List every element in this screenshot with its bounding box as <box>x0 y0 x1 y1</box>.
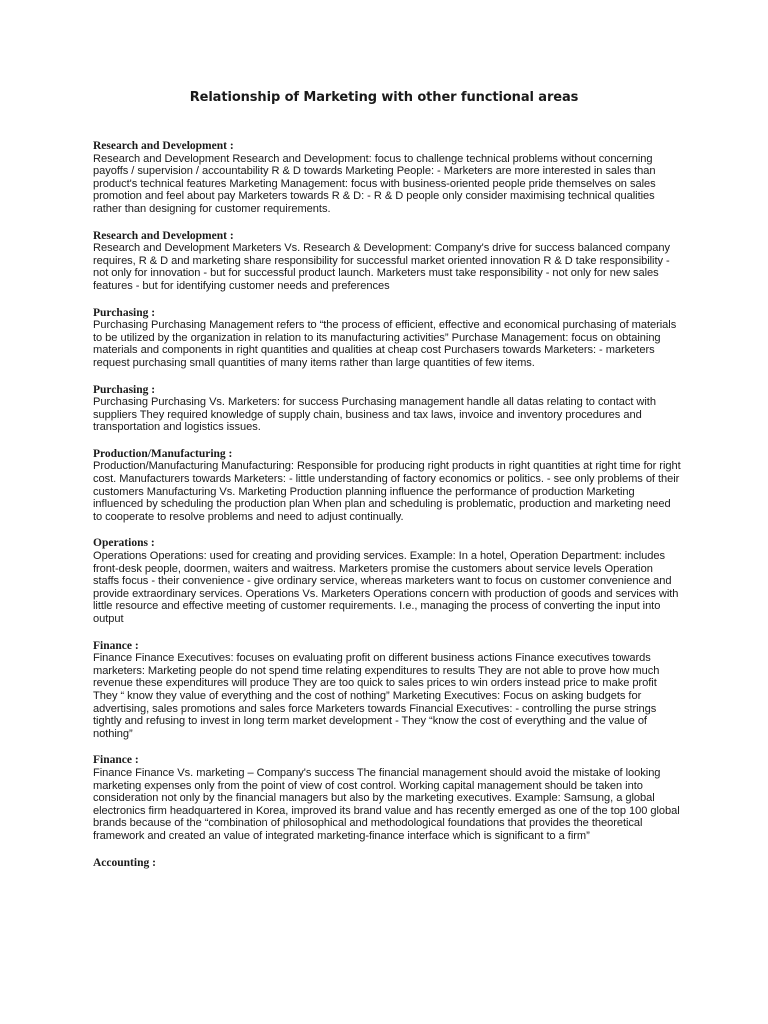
document-title: Relationship of Marketing with other functional areas <box>189 90 579 105</box>
section-accounting <box>93 857 681 870</box>
section-finance-1 <box>93 640 681 741</box>
section-heading: Operations : <box>93 537 155 550</box>
section-operations <box>93 537 681 625</box>
section-research-and-development-1 <box>93 140 681 216</box>
section-body: Research and Development Marketers Vs. Research & Development: Company's drive for success balanced company requires, R & D and marketing share responsibility for successful market oriented innovation R & D take responsibility - not only for innovation - but for successful product launch. Marketers must take responsibility - not only for new sales features - but for identifying customer needs and preferences <box>93 242 670 292</box>
document-content <box>93 140 681 883</box>
section-body: Finance Finance Vs. marketing – Company's success The financial management should avoid the mistake of looking marketing expenses only from the point of view of cost control. Working capital management should be taken into consideration not only by the financial managers but also by the marketing executives. Example: Samsung, a global electronics firm headquartered in Korea, improved its brand value and has recently emerged as one of the top 100 global brands because of the “combination of philosophical and methodological foundations that provides the theoretical framework and created an value of integrated marketing-finance interface which is significant to a firm” <box>93 766 680 842</box>
section-purchasing-2 <box>93 384 681 434</box>
section-body: Purchasing Purchasing Vs. Marketers: for success Purchasing management handle all datas relating to contact with suppliers They required knowledge of supply chain, business and tax laws, invoice and inventory procedures and transportation and logistics issues. <box>93 396 656 434</box>
section-heading: Finance : <box>93 754 139 767</box>
section-heading: Purchasing : <box>93 383 156 396</box>
section-production-manufacturing <box>93 448 681 524</box>
section-heading: Accounting : <box>93 856 156 869</box>
section-finance-2 <box>93 754 681 842</box>
section-body: Finance Finance Executives: focuses on evaluating profit on different business actions Finance executives towards marketers: Marketing people do not spend time relating expenditures to results They are not able to prove how much revenue these expenditures will produce They are too quick to sales prices to win orders instead price to make profit They “ know they value of everything and the cost of nothing” Marketing Executives: Focus on asking budgets for advertising, sales promotions and sales force Marketers towards Financial Executives: - controlling the purse strings tightly and refusing to invest in long term market development - They “know the cost of everything and the value of nothing” <box>93 652 660 740</box>
section-heading: Research and Development : <box>93 140 234 152</box>
section-research-and-development-2 <box>93 230 681 293</box>
section-heading: Finance : <box>93 639 139 652</box>
section-body: Research and Development Research and Development: focus to challenge technical problems without concerning payoffs / supervision / accountability R & D towards Marketing People: - Marketers are more interested in sales than product's technical features Marketing Management: focus with business-oriented people pride themselves on sales promotion and feel about pay Marketers towards R & D: - R & D people only consider maximising technical qualities rather than designing for customer requirements. <box>93 152 656 215</box>
section-body: Production/Manufacturing Manufacturing: Responsible for producing right products in right quantities at right time for right cost. Manufacturers towards Marketers: - little understanding of factory economics or politics. - see only problems of their customers Manufacturing Vs. Marketing Production planning influence the performance of production Marketing influenced by scheduling the production plan When plan and scheduling is problematic, production and marketing need to cooperate to resolve problems and need to adjust continually. <box>93 460 681 523</box>
section-body: Operations Operations: used for creating and providing services. Example: In a hotel, Operation Department: includes front-desk people, doormen, waiters and waitress. Marketers promise the customers about service levels Operation staffs focus - their convenience - give ordinary service, whereas marketers want to focus on customer convenience and provide extraordinary services. Operations Vs. Marketers Operations concern with production of goods and services with little resource and effective meeting of customer requirements. I.e., managing the process of converting the input into output <box>93 550 679 625</box>
section-heading: Purchasing : <box>93 306 156 319</box>
section-heading: Research and Development : <box>93 229 234 242</box>
section-purchasing-1 <box>93 307 681 370</box>
section-body: Purchasing Purchasing Management refers to “the process of efficient, effective and economical purchasing of materials to be utilized by the organization in relation to its manufacturing activities” Purchase Management: focus on obtaining materials and components in right quantities and qualities at cheap cost Purchasers towards Marketers: - marketers request purchasing small quantities of many items rather than large quantities of few items. <box>93 319 677 369</box>
section-heading: Production/Manufacturing : <box>93 447 233 460</box>
